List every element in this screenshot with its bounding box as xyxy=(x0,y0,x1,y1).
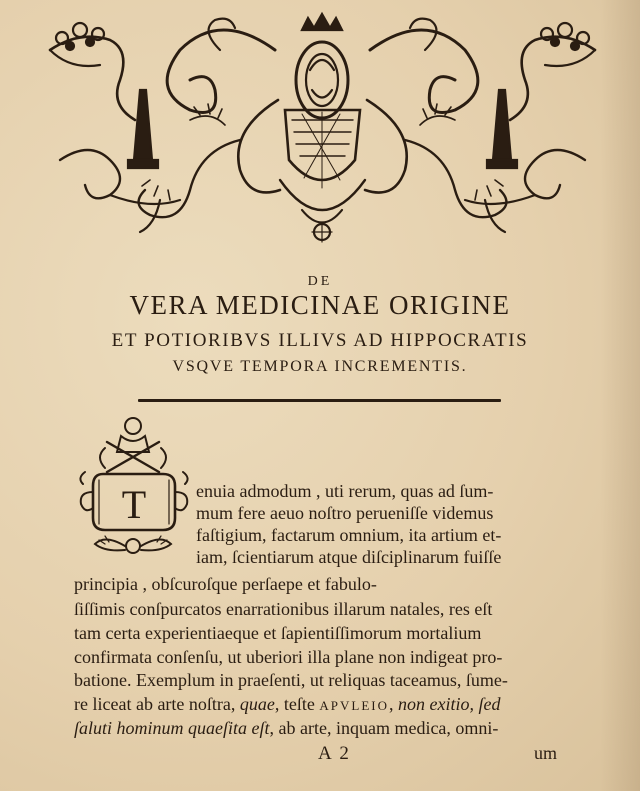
line10-text-e: , xyxy=(389,694,398,714)
line10-italic-quae: quae xyxy=(239,694,275,714)
body-line-2: mum fere aeuo noſtro perueniſſe videmus xyxy=(196,503,494,523)
body-line-4: iam, ſcientiarum atque diſciplinarum fuiſſe xyxy=(196,547,502,567)
body-line-5: principia , obſcuroſque perſaepe et fabulo- xyxy=(74,574,377,594)
subtitle-line-1: ET POTIORIBVS ILLIVS AD HIPPOCRATIS xyxy=(111,330,529,351)
subtitle-line-2: VSQVE TEMPORA INCREMENTIS. xyxy=(172,358,468,375)
body-line-7: tam certa experientiaeque et ſapientiſſimorum mortalium xyxy=(74,623,482,643)
body-line-11 xyxy=(74,717,498,739)
author-apuleius: APVLEIO xyxy=(319,698,389,713)
body-line-10 xyxy=(74,693,500,717)
line11-italic-quote: ſaluti hominum quaeſita eſt xyxy=(74,718,270,738)
body-line-6: ſiſſimis conſpurcatos enarrationibus illarum natales, res eſt xyxy=(74,599,493,619)
drop-cap-letter: T xyxy=(121,482,147,527)
page-edge-shadow xyxy=(600,0,640,791)
line10-italic-quote: non exitio, ſed xyxy=(398,694,501,714)
body-line-9: batione. Exemplum in praeſenti, ut reliquas taceamus, ſume- xyxy=(74,670,508,690)
body-line-1: enuia admodum , uti rerum, quas ad ſum- xyxy=(196,481,494,501)
signature-mark: A 2 xyxy=(318,743,351,764)
ornamental-headpiece xyxy=(40,10,605,250)
body-line-8: confirmata conſenſu, ut uberiori illa plane non indigeat pro- xyxy=(74,647,503,667)
line10-text-c: , teſte xyxy=(274,694,320,714)
body-line-3: faſtigium, factarum omnium, ita artium et- xyxy=(196,525,502,545)
catchword: um xyxy=(534,743,558,763)
page-title: VERA MEDICINAE ORIGINE xyxy=(129,290,511,320)
heading-de: DE xyxy=(307,274,333,289)
line10-text-a: re liceat ab arte noſtra, xyxy=(74,694,240,714)
horizontal-rule xyxy=(138,399,501,402)
line11-text-b: , ab arte, inquam medica, omni- xyxy=(269,718,499,738)
